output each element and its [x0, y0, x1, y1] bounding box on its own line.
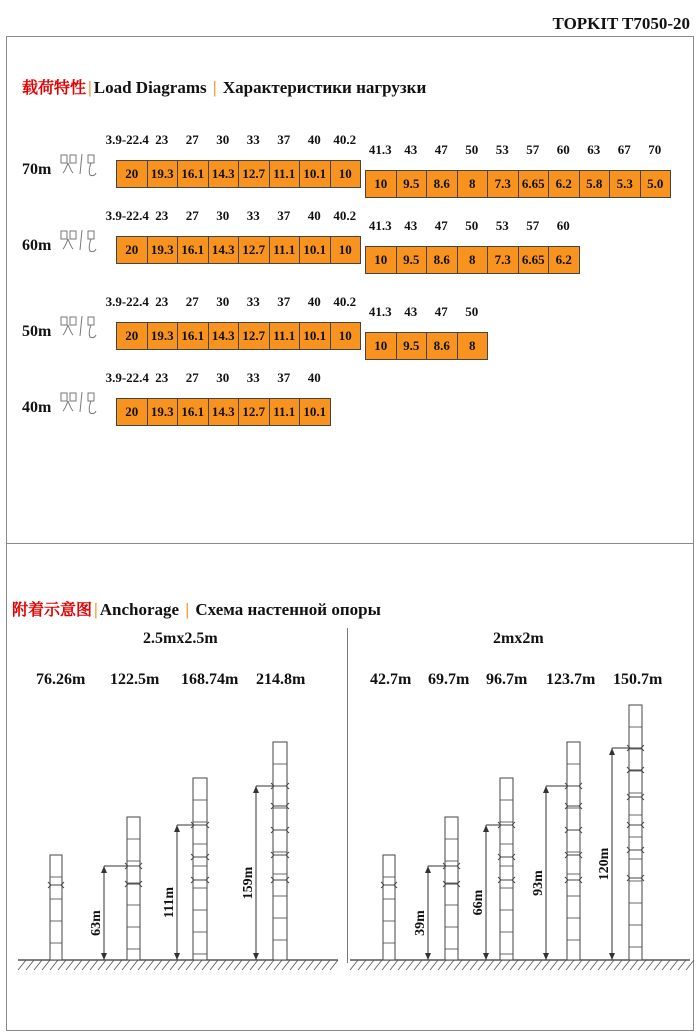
ground-hatch [518, 960, 526, 970]
radius-label: 53 [495, 142, 509, 157]
radius-label: 3.9-22.4 [105, 294, 149, 309]
radius-label: 50 [465, 304, 479, 319]
ground-hatch [438, 960, 446, 970]
ground-hatch [186, 960, 194, 970]
load-cell: 9.5 [396, 170, 428, 198]
radius-label: 3.9-22.4 [105, 132, 149, 147]
load-cell: 8 [457, 332, 489, 360]
ground-hatch [598, 960, 606, 970]
load-cell: 8.6 [426, 170, 458, 198]
ground-hatch [226, 960, 234, 970]
load-cell: 10 [330, 160, 362, 188]
load-cell: 6.2 [548, 246, 580, 274]
radius-label: 33 [246, 132, 260, 147]
ground-hatch [470, 960, 478, 970]
load-cell: 10 [365, 246, 397, 274]
anchor-title-ru: Схема настенной опоры [195, 600, 381, 619]
ground-hatch [374, 960, 382, 970]
model-name: TOPKIT T7050-20 [552, 14, 690, 33]
radius-label: 23 [155, 294, 169, 309]
ground-hatch [390, 960, 398, 970]
load-cell: 11.1 [269, 236, 301, 264]
dimension-arrow-down [425, 953, 431, 960]
dimension-arrow-up [483, 825, 489, 832]
radius-label: 43 [404, 218, 418, 233]
ground-hatch [50, 960, 58, 970]
radius-label: 33 [246, 370, 260, 385]
left-tower-height-4: 214.8m [256, 671, 306, 688]
load-cell: 6.2 [548, 170, 580, 198]
load-cell: 5.8 [579, 170, 611, 198]
load-cell: 5.0 [640, 170, 672, 198]
left-tower-height-1: 76.26m [36, 671, 86, 688]
tower-mast [273, 742, 287, 960]
radius-label: 27 [185, 370, 199, 385]
radius-label: 40 [307, 294, 321, 309]
ground-hatch [298, 960, 306, 970]
radius-label: 30 [216, 132, 230, 147]
radius-label: 3.9-22.4 [105, 208, 149, 223]
anchor-section-title: 附着示意图 | Anchorage | Схема настенной опоры [12, 600, 381, 619]
load-cell: 16.1 [177, 398, 209, 426]
ground-hatch [314, 960, 322, 970]
load-cell: 9.5 [396, 332, 428, 360]
radius-label: 41.3 [368, 142, 392, 157]
radius-label: 60 [556, 218, 570, 233]
ground-hatch [202, 960, 210, 970]
ground-hatch [534, 960, 542, 970]
radius-label: 37 [277, 294, 291, 309]
ground-hatch [66, 960, 74, 970]
ground-hatch [154, 960, 162, 970]
jib-length-70m: 70m [22, 161, 52, 178]
ground-hatch [542, 960, 550, 970]
load-title-en: Load Diagrams [93, 78, 207, 97]
right-tower-height-4: 123.7m [546, 671, 596, 688]
radius-label: 43 [404, 142, 418, 157]
dimension-arrow-down [174, 953, 180, 960]
dimension-arrow-down [543, 953, 549, 960]
load-cell: 16.1 [177, 160, 209, 188]
ground-hatch [42, 960, 50, 970]
ground-hatch [122, 960, 130, 970]
load-cell: 10 [365, 170, 397, 198]
load-cell: 19.3 [147, 160, 179, 188]
ground-hatch [282, 960, 290, 970]
tower-mast [50, 855, 62, 960]
jib-length-60m: 60m [22, 237, 52, 254]
ground-hatch [550, 960, 558, 970]
dimension-arrow-up [543, 786, 549, 793]
ground-hatch [250, 960, 258, 970]
ground-hatch [26, 960, 34, 970]
right-tower-height-5: 150.7m [613, 671, 663, 688]
ground-hatch [266, 960, 274, 970]
ground-hatch [218, 960, 226, 970]
radius-label: 50 [465, 142, 479, 157]
ground-hatch [446, 960, 454, 970]
ground-hatch [18, 960, 26, 970]
anchor-height-label: 111m [162, 886, 177, 919]
anchor-title-en: Anchorage [99, 600, 180, 619]
radius-label: 40 [307, 208, 321, 223]
ground-hatch [58, 960, 66, 970]
radius-label: 47 [434, 142, 448, 157]
radius-label: 27 [185, 294, 199, 309]
load-cell: 14.3 [208, 398, 240, 426]
radius-label: 53 [495, 218, 509, 233]
anchor-height-label: 63m [89, 910, 104, 936]
load-cell: 12.7 [238, 322, 270, 350]
ground-hatch [502, 960, 510, 970]
load-cell: 14.3 [208, 160, 240, 188]
anchor-height-label: 66m [471, 889, 486, 916]
ground-hatch [330, 960, 338, 970]
tower-mast [445, 817, 458, 960]
ground-hatch [358, 960, 366, 970]
radius-label: 41.3 [368, 304, 392, 319]
radius-label: 33 [246, 294, 260, 309]
ground-hatch [510, 960, 518, 970]
ground-hatch [138, 960, 146, 970]
right-tower-height-2: 69.7m [428, 671, 470, 688]
radius-label: 43 [404, 304, 418, 319]
ground-hatch [170, 960, 178, 970]
radius-label: 40 [307, 132, 321, 147]
ground-hatch [454, 960, 462, 970]
ground-hatch [430, 960, 438, 970]
radius-label: 23 [155, 132, 169, 147]
left-tower-height-2: 122.5m [110, 671, 160, 688]
ground-hatch [366, 960, 374, 970]
dimension-arrow-down [483, 953, 489, 960]
tower-mast [127, 817, 140, 960]
anchor-height-label: 159m [241, 866, 256, 900]
dimension-arrow-up [174, 825, 180, 832]
radius-label: 23 [155, 370, 169, 385]
left-tower-height-3: 168.74m [181, 671, 239, 688]
load-cell: 19.3 [147, 236, 179, 264]
load-cell: 19.3 [147, 322, 179, 350]
anchor-height-label: 93m [531, 870, 546, 896]
tower-mast [193, 778, 207, 960]
tower-mast [383, 855, 395, 960]
ground-hatch [526, 960, 534, 970]
right-tower-height-3: 96.7m [486, 671, 528, 688]
ground-hatch [622, 960, 630, 970]
radius-label: 23 [155, 208, 169, 223]
ground-hatch [234, 960, 242, 970]
radius-label: 27 [185, 132, 199, 147]
radius-label: 3.9-22.4 [105, 370, 149, 385]
load-cell: 8 [457, 246, 489, 274]
load-cell: 12.7 [238, 398, 270, 426]
radius-label: 70 [648, 142, 662, 157]
load-cell: 16.1 [177, 236, 209, 264]
load-title-cn: 载荷特性 [22, 78, 87, 97]
jib-length-50m: 50m [22, 323, 52, 340]
radius-label: 40.2 [333, 294, 357, 309]
load-cell: 11.1 [269, 160, 301, 188]
radius-label: 50 [465, 218, 479, 233]
ground-hatch [678, 960, 686, 970]
radius-label: 67 [617, 142, 631, 157]
ground-hatch [630, 960, 638, 970]
load-cell: 8 [457, 170, 489, 198]
load-cell: 10.1 [299, 236, 331, 264]
load-cell: 6.65 [518, 170, 550, 198]
radius-label: 40.2 [333, 208, 357, 223]
dimension-arrow-up [101, 866, 107, 873]
radius-label: 30 [216, 370, 230, 385]
load-cell: 10.1 [299, 398, 331, 426]
radius-label: 60 [556, 142, 570, 157]
ground-hatch [306, 960, 314, 970]
ground-hatch [486, 960, 494, 970]
ground-hatch [34, 960, 42, 970]
dimension-arrow-up [253, 786, 259, 793]
radius-label: 33 [246, 208, 260, 223]
anchor-height-label: 39m [413, 910, 428, 936]
ground-hatch [462, 960, 470, 970]
tower-mast [629, 705, 642, 960]
ground-hatch [574, 960, 582, 970]
right-tower-height-1: 42.7m [370, 671, 412, 688]
load-cell: 9.5 [396, 246, 428, 274]
radius-label: 41.3 [368, 218, 392, 233]
tower-mast [567, 742, 580, 960]
jib-length-40m: 40m [22, 399, 52, 416]
load-cell: 11.1 [269, 322, 301, 350]
tower-mast [500, 778, 513, 960]
radius-label: 40.2 [333, 132, 357, 147]
ground-hatch [606, 960, 614, 970]
load-cell: 7.3 [487, 246, 519, 274]
ground-hatch [82, 960, 90, 970]
load-cell: 20 [116, 236, 148, 264]
ground-hatch [258, 960, 266, 970]
left-section-size: 2.5mx2.5m [143, 630, 218, 647]
radius-label: 47 [434, 304, 448, 319]
ground-hatch [646, 960, 654, 970]
load-cell: 11.1 [269, 398, 301, 426]
ground-hatch [350, 960, 358, 970]
ground-hatch [98, 960, 106, 970]
ground-hatch [422, 960, 430, 970]
ground-hatch [162, 960, 170, 970]
load-cell: 16.1 [177, 322, 209, 350]
load-section-title: 载荷特性 | Load Diagrams | Характеристики нагрузки [22, 78, 427, 97]
radius-label: 27 [185, 208, 199, 223]
dimension-arrow-down [609, 953, 615, 960]
right-section-size: 2mx2m [493, 630, 544, 647]
ground-hatch [494, 960, 502, 970]
ground-hatch [322, 960, 330, 970]
dimension-arrow-down [253, 953, 259, 960]
load-cell: 12.7 [238, 236, 270, 264]
radius-label: 57 [526, 142, 540, 157]
ground-hatch [398, 960, 406, 970]
load-cell: 14.3 [208, 236, 240, 264]
load-cell: 14.3 [208, 322, 240, 350]
load-cell: 10 [330, 236, 362, 264]
load-cell: 10.1 [299, 160, 331, 188]
load-cell: 19.3 [147, 398, 179, 426]
load-cell: 5.3 [609, 170, 641, 198]
ground-hatch [106, 960, 114, 970]
load-cell: 8.6 [426, 332, 458, 360]
ground-hatch [662, 960, 670, 970]
radius-label: 47 [434, 218, 448, 233]
load-cell: 10 [330, 322, 362, 350]
ground-hatch [274, 960, 282, 970]
radius-label: 37 [277, 208, 291, 223]
ground-hatch [90, 960, 98, 970]
load-title-ru: Характеристики нагрузки [222, 78, 427, 97]
ground-hatch [406, 960, 414, 970]
load-cell: 10.1 [299, 322, 331, 350]
ground-hatch [614, 960, 622, 970]
ground-hatch [178, 960, 186, 970]
ground-hatch [194, 960, 202, 970]
ground-hatch [670, 960, 678, 970]
radius-label: 30 [216, 294, 230, 309]
ground-hatch [566, 960, 574, 970]
load-cell: 10 [365, 332, 397, 360]
dimension-arrow-up [425, 866, 431, 873]
load-cell: 8.6 [426, 246, 458, 274]
ground-hatch [382, 960, 390, 970]
load-cell: 7.3 [487, 170, 519, 198]
ground-hatch [582, 960, 590, 970]
ground-hatch [146, 960, 154, 970]
ground-hatch [114, 960, 122, 970]
radius-label: 57 [526, 218, 540, 233]
anchor-title-cn: 附着示意图 [12, 600, 93, 619]
ground-hatch [590, 960, 598, 970]
radius-label: 40 [307, 370, 321, 385]
ground-hatch [686, 960, 694, 970]
radius-label: 30 [216, 208, 230, 223]
ground-hatch [558, 960, 566, 970]
ground-hatch [290, 960, 298, 970]
load-cell: 20 [116, 398, 148, 426]
radius-label: 37 [277, 370, 291, 385]
ground-hatch [242, 960, 250, 970]
ground-hatch [654, 960, 662, 970]
load-cell: 12.7 [238, 160, 270, 188]
radius-label: 37 [277, 132, 291, 147]
ground-hatch [210, 960, 218, 970]
load-cell: 20 [116, 160, 148, 188]
load-cell: 20 [116, 322, 148, 350]
ground-hatch [478, 960, 486, 970]
ground-hatch [130, 960, 138, 970]
anchor-height-label: 120m [597, 847, 612, 881]
ground-hatch [638, 960, 646, 970]
dimension-arrow-down [101, 953, 107, 960]
dimension-arrow-up [609, 748, 615, 755]
ground-hatch [74, 960, 82, 970]
radius-label: 63 [587, 142, 601, 157]
load-cell: 6.65 [518, 246, 550, 274]
ground-hatch [414, 960, 422, 970]
